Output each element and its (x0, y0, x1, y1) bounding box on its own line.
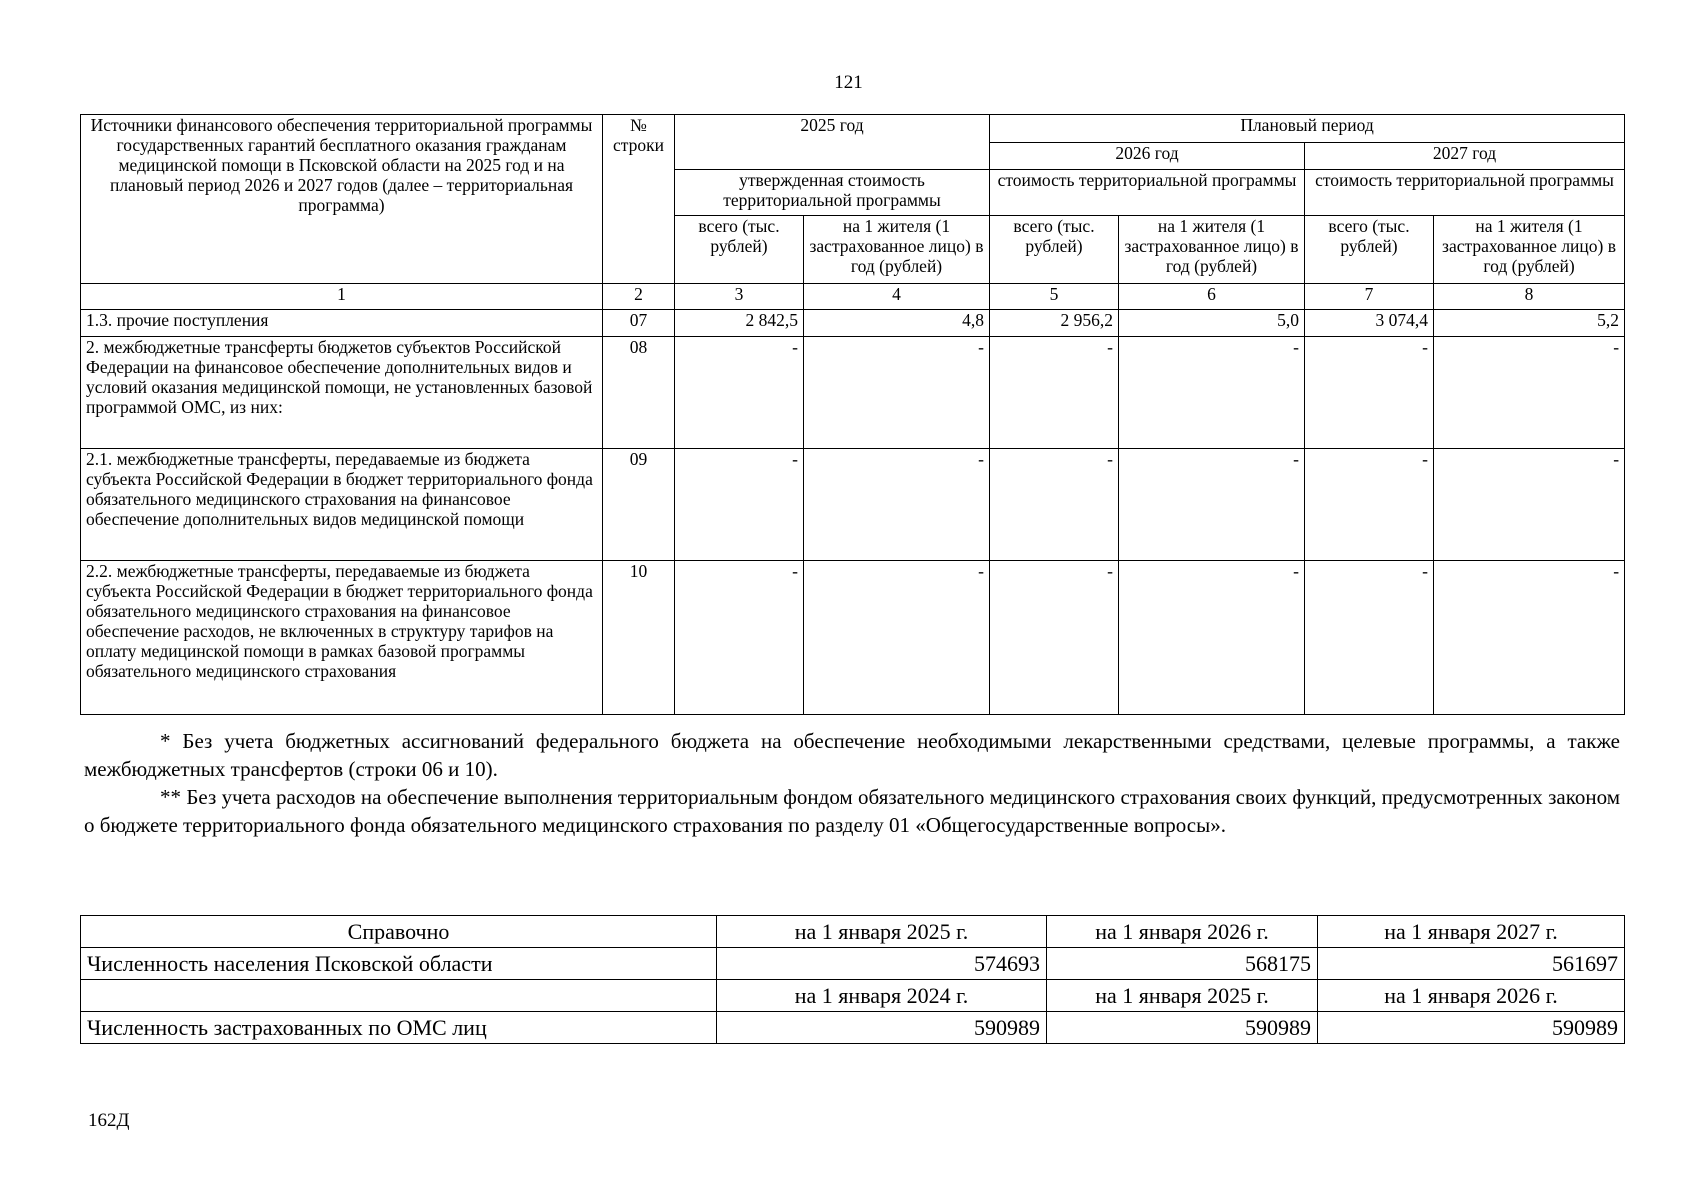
row-number: 09 (603, 449, 675, 561)
col-index-cell: 3 (675, 284, 804, 310)
col-index-cell: 5 (990, 284, 1119, 310)
header-row-years (81, 115, 1625, 143)
header-per-capita-2025: на 1 жителя (1 застрахованное лицо) в год (рублей) (804, 216, 990, 284)
header-planned-period: Плановый период (990, 115, 1625, 143)
value-cell: - (675, 337, 804, 449)
value-cell: 2 956,2 (990, 310, 1119, 337)
header-year-2026: 2026 год (990, 143, 1305, 170)
page-number: 121 (834, 72, 863, 93)
ref-value-cell: 561697 (1318, 948, 1625, 980)
ref-insured-label: Численность застрахованных по ОМС лиц (81, 1012, 717, 1044)
ref-value-cell: 590989 (717, 1012, 1047, 1044)
col-index-cell: 1 (81, 284, 603, 310)
ref-date-cell: на 1 января 2024 г. (717, 980, 1047, 1012)
value-cell: - (1434, 449, 1625, 561)
ref-insured-dates-row (81, 980, 1625, 1012)
value-cell: - (1305, 561, 1434, 715)
header-source-col: Источники финансового обеспечения территориальной программы государственных гарантий бесплатного оказания гражданам медицинской помощи в Псковской области на 2025 год и на плановый период 2026 и 2027 годов (далее – территориальная программа) (81, 115, 603, 284)
table-row (81, 561, 1625, 715)
value-cell: - (1434, 337, 1625, 449)
row-number: 07 (603, 310, 675, 337)
value-cell: - (990, 561, 1119, 715)
col-index-cell: 7 (1305, 284, 1434, 310)
ref-population-row (81, 948, 1625, 980)
header-total-2025: всего (тыс. рублей) (675, 216, 804, 284)
header-total-2027: всего (тыс. рублей) (1305, 216, 1434, 284)
col-index-cell: 4 (804, 284, 990, 310)
ref-value-cell: 574693 (717, 948, 1047, 980)
reference-table (80, 915, 1625, 1044)
column-index-row (81, 284, 1625, 310)
value-cell: - (1305, 337, 1434, 449)
header-per-capita-2026: на 1 жителя (1 застрахованное лицо) в год (рублей) (1119, 216, 1305, 284)
col-index-cell: 6 (1119, 284, 1305, 310)
value-cell: - (1305, 449, 1434, 561)
value-cell: 4,8 (804, 310, 990, 337)
value-cell: - (675, 449, 804, 561)
row-source-name: 2.1. межбюджетные трансферты, передаваемые из бюджета субъекта Российской Федерации в бюджет территориального фонда обязательного медицинского страхования на финансовое обеспечение дополнительных видов медицинской помощи (81, 449, 603, 561)
row-source-name: 1.3. прочие поступления (81, 310, 603, 337)
header-per-capita-2027: на 1 жителя (1 застрахованное лицо) в год (рублей) (1434, 216, 1625, 284)
value-cell: 5,2 (1434, 310, 1625, 337)
value-cell: - (990, 337, 1119, 449)
table-row (81, 337, 1625, 449)
ref-date-cell: на 1 января 2025 г. (717, 916, 1047, 948)
row-number: 10 (603, 561, 675, 715)
value-cell: - (1119, 561, 1305, 715)
ref-header-label: Справочно (81, 916, 717, 948)
value-cell: - (1119, 449, 1305, 561)
col-index-cell: 8 (1434, 284, 1625, 310)
row-source-name: 2. межбюджетные трансферты бюджетов субъектов Российской Федерации на финансовое обеспечение дополнительных видов и условий оказания медицинской помощи, не установленных базовой программой ОМС, из них: (81, 337, 603, 449)
table-row (81, 449, 1625, 561)
ref-date-cell: на 1 января 2026 г. (1318, 980, 1625, 1012)
ref-value-cell: 590989 (1318, 1012, 1625, 1044)
col-index-cell: 2 (603, 284, 675, 310)
header-year-2025: 2025 год (675, 115, 990, 170)
value-cell: - (1119, 337, 1305, 449)
value-cell: 3 074,4 (1305, 310, 1434, 337)
footnote-2: ** Без учета расходов на обеспечение выполнения территориальным фондом обязательного медицинского страхования своих функций, предусмотренных законом о бюджете территориального фонда обязательного медицинского страхования по разделу 01 «Общегосударственные вопросы». (84, 785, 1620, 837)
financing-sources-table (80, 114, 1625, 715)
document-code: 162Д (88, 1110, 130, 1131)
value-cell: 5,0 (1119, 310, 1305, 337)
header-approved-cost: утвержденная стоимость территориальной программы (675, 170, 990, 216)
value-cell: - (804, 337, 990, 449)
ref-value-cell: 568175 (1047, 948, 1318, 980)
value-cell: - (804, 561, 990, 715)
row-source-name: 2.2. межбюджетные трансферты, передаваемые из бюджета субъекта Российской Федерации в бюджет территориального фонда обязательного медицинского страхования на финансовое обеспечение расходов, не включенных в структуру тарифов на оплату медицинской помощи в рамках базовой программы обязательного медицинского страхования (81, 561, 603, 715)
row-number: 08 (603, 337, 675, 449)
ref-date-cell: на 1 января 2027 г. (1318, 916, 1625, 948)
ref-header-row (81, 916, 1625, 948)
ref-empty-cell (81, 980, 717, 1012)
value-cell: - (675, 561, 804, 715)
ref-date-cell: на 1 января 2026 г. (1047, 916, 1318, 948)
header-cost-2026: стоимость территориальной программы (990, 170, 1305, 216)
header-cost-2027: стоимость территориальной программы (1305, 170, 1625, 216)
ref-insured-row (81, 1012, 1625, 1044)
ref-value-cell: 590989 (1047, 1012, 1318, 1044)
header-year-2027: 2027 год (1305, 143, 1625, 170)
footnote-1: * Без учета бюджетных ассигнований федерального бюджета на обеспечение необходимыми лекарственными средствами, целевые программы, а также межбюджетных трансфертов (строки 06 и 10). (84, 729, 1620, 781)
ref-population-label: Численность населения Псковской области (81, 948, 717, 980)
ref-date-cell: на 1 января 2025 г. (1047, 980, 1318, 1012)
value-cell: - (804, 449, 990, 561)
value-cell: 2 842,5 (675, 310, 804, 337)
footnotes (84, 727, 1620, 839)
value-cell: - (1434, 561, 1625, 715)
value-cell: - (990, 449, 1119, 561)
header-row-no: № строки (603, 115, 675, 284)
table-row (81, 310, 1625, 337)
header-total-2026: всего (тыс. рублей) (990, 216, 1119, 284)
